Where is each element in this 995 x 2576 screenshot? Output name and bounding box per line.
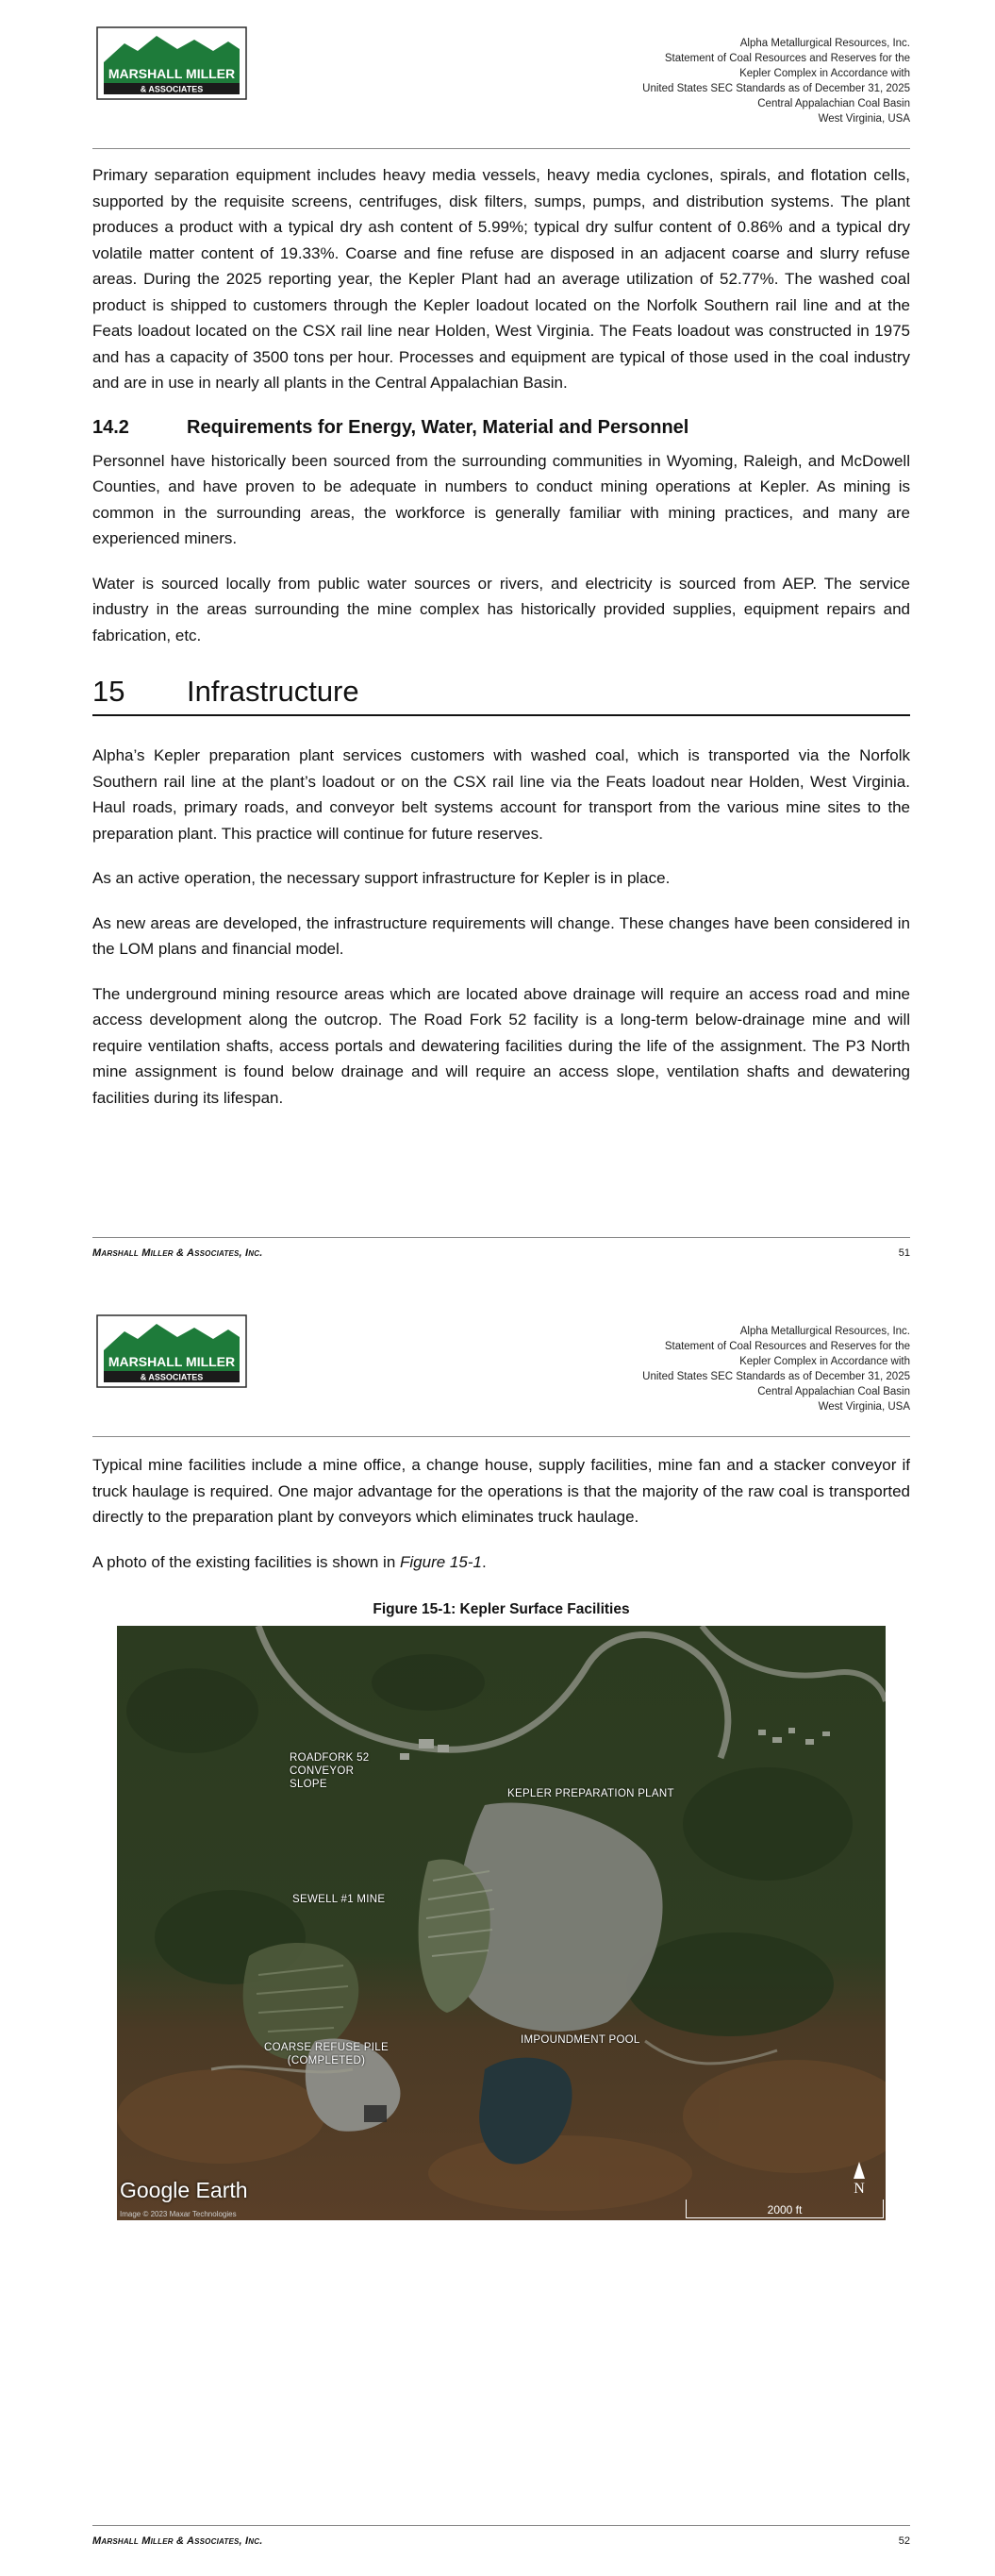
label-roadfork-conveyor-slope: ROADFORK 52 CONVEYOR SLOPE [290,1752,370,1790]
north-arrow-icon: N [854,2162,865,2198]
figure-caption: Figure 15-1: Kepler Surface Facilities [373,1601,630,1617]
header-line: United States SEC Standards as of December 31, 2025 [642,1371,910,1382]
section-heading-14-2 [92,417,910,439]
page-number: 51 [898,1247,910,1259]
footer-company: Marshall Miller & Associates, Inc. [92,2535,263,2547]
label-sewell-mine: SEWELL #1 MINE [292,1894,386,1905]
marshall-miller-logo [96,26,247,100]
paragraph-separation-equipment: Primary separation equipment includes heavy media vessels, heavy media cyclones, spirals, and flotation cells, supported by the requisite screens, centrifuges, disk filters, sumps, pumps, and distribution systems. The plant produces a product with a typical dry ash content of 5.99%; typical dry sulfur content of 0.86% and a typical dry volatile matter content of 19.33%. Coarse and fine refuse are disposed in an adjacent coarse and slurry refuse areas. During the 2025 reporting year, the Kepler Plant had an average utilization of 52.77%. The washed coal product is shipped to customers through the Kepler loadout located on the Norfolk Southern rail line and at the Feats loadout located on the CSX rail line near Holden, West Virginia. The Feats loadout was constructed in 1975 and has a capacity of 3500 tons per hour. Processes and equipment are typical of those used in the coal industry and are in use in nearly all plants in the Central Appalachian Basin. [92,166,910,392]
header-line: Statement of Coal Resources and Reserves for the [664,1341,910,1352]
paragraph-photo-reference: A photo of the existing facilities is shown in Figure 15-1. [92,1552,487,1571]
svg-text:& ASSOCIATES: & ASSOCIATES [140,84,204,94]
marshall-miller-logo [96,1314,247,1388]
label-kepler-preparation-plant: KEPLER PREPARATION PLANT [507,1788,674,1799]
header-line: West Virginia, USA [818,113,910,125]
paragraph-infrastructure-transport: Alpha’s Kepler preparation plant services customers with washed coal, which is transported via the Norfolk Southern rail line at the plant’s loadout or on the CSX rail line via the Feats loadout near Holden, West Virginia. Haul roads, primary roads, and conveyor belt systems account for transport from the various mine sites to the preparation plant. This practice will continue for future reserves. [92,746,910,843]
header-line: Central Appalachian Coal Basin [757,1386,910,1397]
report-header [642,1324,910,1414]
svg-text:MARSHALL MILLER: MARSHALL MILLER [108,66,236,81]
paragraph-infrastructure-underground: The underground mining resource areas which are located above drainage will require an access road and mine access development along the outcrop. The Road Fork 52 facility is a long-term below-drainage mine and will require ventilation shafts, access portals and dewatering facilities during the life of the assignment. The P3 North mine assignment is found below drainage and will require an access slope, ventilation shafts and dewatering facilities during its lifespan. [92,984,910,1107]
paragraph-mine-facilities: Typical mine facilities include a mine office, a change house, supply facilities, mine fan and a stacker conveyor if truck haulage is required. One major advantage for the operations is that the majority of the raw coal is transported directly to the preparation plant by conveyors which eliminates truck haulage. [92,1456,910,1526]
svg-text:MARSHALL MILLER: MARSHALL MILLER [108,1354,236,1369]
google-earth-watermark: Google Earth [120,2178,248,2202]
header-line: Alpha Metallurgical Resources, Inc. [739,1326,910,1337]
page-51-body [92,162,910,1111]
aerial-terrain [117,1626,886,2220]
paragraph-personnel: Personnel have historically been sourced from the surrounding communities in Wyoming, Raleigh, and McDowell Counties, and have proven to be adequate in numbers to conduct mining operations at Kepler. As mining is common in the surrounding areas, the workforce is generally familiar with mining practices, and many are experienced miners. [92,451,910,547]
footer-divider [92,2525,910,2526]
header-line: Central Appalachian Coal Basin [757,98,910,109]
label-impoundment-pool: IMPOUNDMENT POOL [521,2034,640,2046]
header-line: Alpha Metallurgical Resources, Inc. [739,38,910,49]
report-header [642,36,910,126]
header-line: Statement of Coal Resources and Reserves for the [664,53,910,64]
section-number: 15 [92,675,125,708]
paragraph-infrastructure-active: As an active operation, the necessary support infrastructure for Kepler is in place. [92,869,671,887]
imagery-credit: Image © 2023 Maxar Technologies [120,2210,237,2218]
page-52 [0,1288,995,2576]
header-divider [92,148,910,149]
scale-bar: 2000 ft [686,2200,884,2218]
figure-reference: Figure 15-1 [400,1552,482,1571]
section-heading-15 [92,675,910,716]
footer-company: Marshall Miller & Associates, Inc. [92,1247,263,1259]
header-line: Kepler Complex in Accordance with [739,68,910,79]
paragraph-water-power: Water is sourced locally from public water sources or rivers, and electricity is sourced from AEP. The service industry in the areas surrounding the mine complex has historically provided supplies, equipment repairs and fabrication, etc. [92,574,910,644]
header-divider [92,1436,910,1437]
svg-text:& ASSOCIATES: & ASSOCIATES [140,1372,204,1382]
section-title: Infrastructure [187,675,359,708]
label-coarse-refuse-pile: COARSE REFUSE PILE (COMPLETED) [264,2042,389,2066]
section-title: Requirements for Energy, Water, Material and Personnel [187,416,689,438]
paragraph-infrastructure-new-areas: As new areas are developed, the infrastructure requirements will change. These changes have been considered in the LOM plans and financial model. [92,913,910,958]
section-number: 14.2 [92,416,129,438]
header-line: Kepler Complex in Accordance with [739,1356,910,1367]
page-number: 52 [898,2535,910,2547]
header-line: United States SEC Standards as of December 31, 2025 [642,83,910,94]
aerial-photo-kepler-surface-facilities [117,1626,886,2220]
header-line: West Virginia, USA [818,1401,910,1413]
footer-divider [92,1237,910,1238]
page-52-body [92,1452,910,2220]
